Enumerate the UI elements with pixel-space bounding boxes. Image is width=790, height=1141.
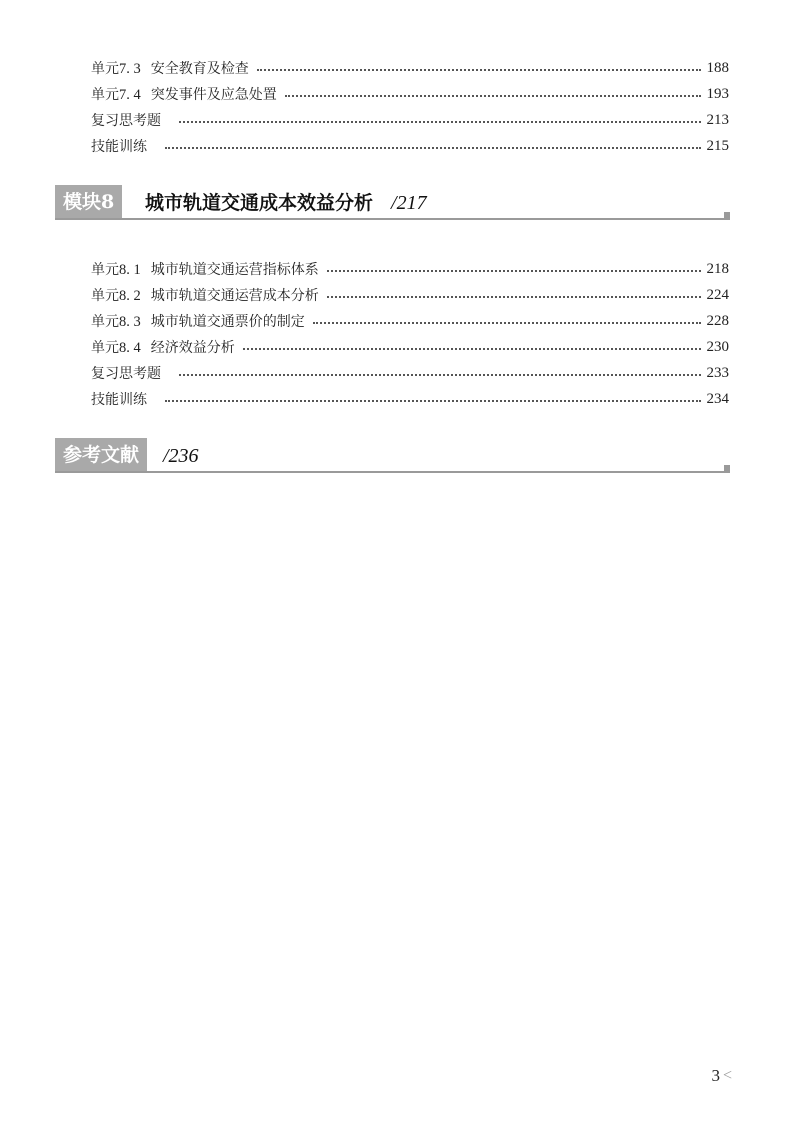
references-page: /236 bbox=[163, 445, 199, 467]
entry-title: 城市轨道交通运营指标体系 bbox=[150, 262, 319, 278]
module-8-heading[interactable] bbox=[55, 185, 730, 219]
dot-leader bbox=[179, 121, 701, 123]
unit-label: 单元8. 3 bbox=[91, 314, 141, 330]
dot-leader bbox=[327, 296, 701, 298]
unit-label: 复习思考题 bbox=[91, 113, 161, 129]
footer-page-number: 3 bbox=[711, 1066, 720, 1085]
dot-leader bbox=[313, 322, 701, 324]
toc-entry-review-questions-7[interactable] bbox=[91, 109, 729, 131]
entry-title: 突发事件及应急处置 bbox=[150, 87, 277, 103]
entry-title: 城市轨道交通运营成本分析 bbox=[150, 288, 319, 304]
page-number: 230 bbox=[706, 338, 729, 355]
entry-title: 经济效益分析 bbox=[150, 340, 235, 356]
references-heading[interactable] bbox=[55, 438, 730, 472]
unit-label: 单元7. 3 bbox=[91, 61, 141, 77]
toc-entry-8-2[interactable] bbox=[91, 284, 729, 306]
dot-leader bbox=[165, 400, 701, 402]
section-rule-mark bbox=[724, 465, 730, 471]
references-page-wrap bbox=[163, 438, 199, 472]
page-number: 218 bbox=[706, 260, 729, 277]
page-number: 188 bbox=[706, 59, 729, 76]
page-number: 213 bbox=[706, 111, 729, 128]
toc-entry-7-3[interactable] bbox=[91, 57, 729, 79]
section-rule bbox=[55, 218, 730, 220]
unit-label: 单元8. 1 bbox=[91, 262, 141, 278]
unit-label: 单元7. 4 bbox=[91, 87, 141, 103]
dot-leader bbox=[257, 69, 701, 71]
toc-entry-skill-training-7[interactable] bbox=[91, 135, 729, 157]
dot-leader bbox=[243, 348, 701, 350]
dot-leader bbox=[179, 374, 701, 376]
page-number: 233 bbox=[706, 364, 729, 381]
page-number: 228 bbox=[706, 312, 729, 329]
toc-entry-review-questions-8[interactable] bbox=[91, 362, 729, 384]
chevron-left-icon: < bbox=[722, 1067, 732, 1084]
references-tab: 参考文献 bbox=[55, 438, 147, 472]
section-rule bbox=[55, 471, 730, 473]
unit-label: 技能训练 bbox=[91, 392, 147, 408]
page-number: 215 bbox=[706, 137, 729, 154]
unit-label: 技能训练 bbox=[91, 139, 147, 155]
toc-entry-8-4[interactable] bbox=[91, 336, 729, 358]
page-number: 224 bbox=[706, 286, 729, 303]
entry-title: 安全教育及检查 bbox=[150, 61, 249, 77]
module-page: /217 bbox=[391, 192, 427, 214]
module-title: 城市轨道交通成本效益分析 /217 bbox=[145, 192, 427, 214]
toc-entry-skill-training-8[interactable] bbox=[91, 388, 729, 410]
toc-entry-8-1[interactable] bbox=[91, 258, 729, 280]
unit-label: 单元8. 2 bbox=[91, 288, 141, 304]
entry-title: 城市轨道交通票价的制定 bbox=[150, 314, 305, 330]
module-tab: 模块8 bbox=[55, 185, 122, 219]
unit-label: 单元8. 4 bbox=[91, 340, 141, 356]
page-number: 234 bbox=[706, 390, 729, 407]
toc-entry-8-3[interactable] bbox=[91, 310, 729, 332]
page-footer bbox=[711, 1066, 732, 1086]
toc-entry-7-4[interactable] bbox=[91, 83, 729, 105]
section-rule-mark bbox=[724, 212, 730, 218]
page-number: 193 bbox=[706, 85, 729, 102]
dot-leader bbox=[285, 95, 701, 97]
dot-leader bbox=[165, 147, 701, 149]
unit-label: 复习思考题 bbox=[91, 366, 161, 382]
dot-leader bbox=[327, 270, 701, 272]
